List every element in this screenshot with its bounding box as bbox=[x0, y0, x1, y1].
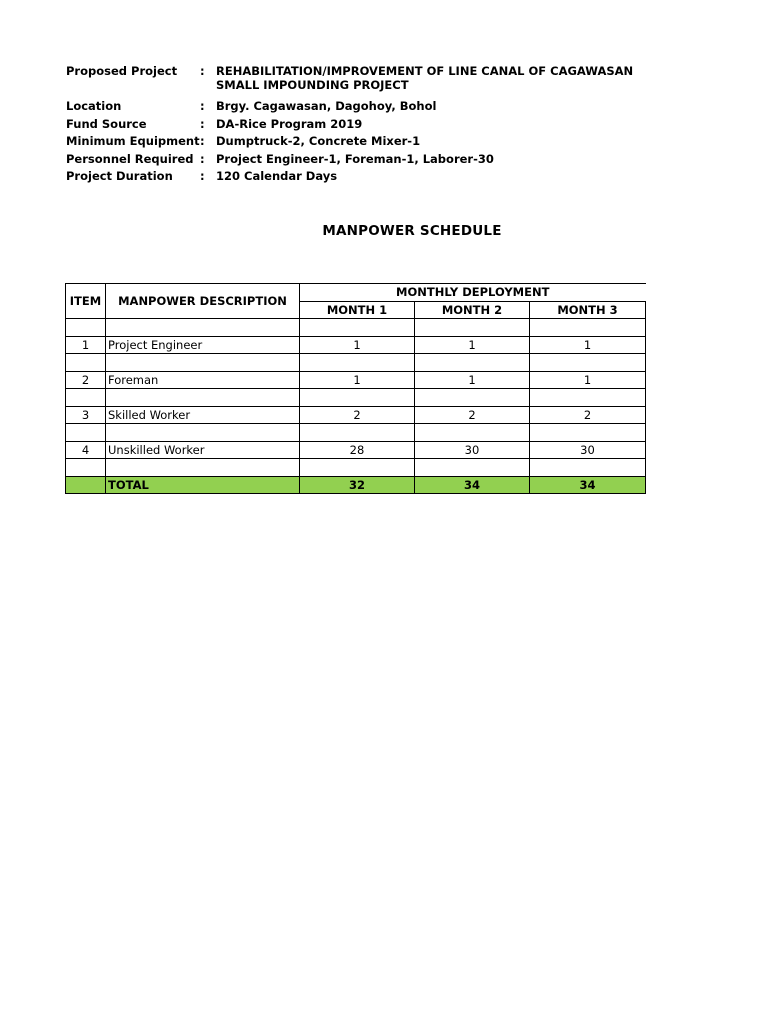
table-row bbox=[66, 336, 646, 354]
info-row-minimum-equipment bbox=[66, 134, 666, 148]
row-month-1: 1 bbox=[300, 336, 415, 354]
info-label: Personnel Required bbox=[66, 151, 194, 166]
row-item: 1 bbox=[66, 336, 106, 354]
info-value: 120 Calendar Days bbox=[216, 169, 338, 184]
row-item: 3 bbox=[66, 406, 106, 424]
header-monthly-deployment: MONTHLY DEPLOYMENT bbox=[300, 284, 646, 302]
spacer-row bbox=[66, 424, 646, 442]
info-colon: : bbox=[200, 151, 205, 166]
row-description: Foreman bbox=[106, 371, 300, 389]
table-row bbox=[66, 441, 646, 459]
info-value: Dumptruck-2, Concrete Mixer-1 bbox=[216, 134, 421, 149]
header-description: MANPOWER DESCRIPTION bbox=[106, 284, 300, 319]
spacer-row bbox=[66, 354, 646, 372]
info-colon: : bbox=[200, 116, 205, 131]
row-month-2: 30 bbox=[415, 441, 530, 459]
header-month-2: MONTH 2 bbox=[415, 301, 530, 319]
info-row-fund-source bbox=[66, 117, 666, 131]
info-value: Brgy. Cagawasan, Dagohoy, Bohol bbox=[216, 99, 437, 113]
header-item: ITEM bbox=[66, 284, 106, 319]
row-month-3: 2 bbox=[530, 406, 646, 424]
spacer-row bbox=[66, 389, 646, 407]
total-row bbox=[66, 476, 646, 494]
info-value: DA-Rice Program 2019 bbox=[216, 116, 363, 131]
spacer-row bbox=[66, 459, 646, 477]
spacer-row bbox=[66, 319, 646, 337]
table-row bbox=[66, 371, 646, 389]
info-colon: : bbox=[200, 169, 205, 184]
info-label: Location bbox=[66, 99, 122, 113]
row-description: Skilled Worker bbox=[106, 406, 300, 424]
row-month-3: 1 bbox=[530, 336, 646, 354]
row-month-2: 1 bbox=[415, 336, 530, 354]
row-description: Unskilled Worker bbox=[106, 441, 300, 459]
header-month-1: MONTH 1 bbox=[300, 301, 415, 319]
row-item: 4 bbox=[66, 441, 106, 459]
info-colon: : bbox=[200, 134, 205, 149]
total-month-1: 32 bbox=[300, 476, 415, 494]
info-value: REHABILITATION/IMPROVEMENT OF LINE CANAL OF CAGAWASAN SMALL IMPOUNDING PROJECT bbox=[216, 64, 634, 92]
total-label: TOTAL bbox=[106, 476, 300, 494]
info-label: Project Duration bbox=[66, 169, 173, 184]
info-colon: : bbox=[200, 64, 205, 78]
row-month-3: 1 bbox=[530, 371, 646, 389]
row-description: Project Engineer bbox=[106, 336, 300, 354]
schedule-title: MANPOWER SCHEDULE bbox=[322, 223, 502, 239]
info-row-project-duration bbox=[66, 169, 666, 183]
row-item: 2 bbox=[66, 371, 106, 389]
info-label: Fund Source bbox=[66, 116, 147, 131]
info-colon: : bbox=[200, 99, 205, 113]
row-month-1: 2 bbox=[300, 406, 415, 424]
table-row bbox=[66, 406, 646, 424]
project-info bbox=[66, 64, 666, 187]
row-month-3: 30 bbox=[530, 441, 646, 459]
info-row-proposed-project bbox=[66, 64, 666, 92]
info-label: Minimum Equipment bbox=[66, 134, 200, 149]
manpower-schedule-table bbox=[65, 283, 646, 494]
header-row-top bbox=[66, 284, 646, 302]
row-month-2: 1 bbox=[415, 371, 530, 389]
info-label: Proposed Project bbox=[66, 64, 178, 78]
info-row-personnel-required bbox=[66, 152, 666, 166]
info-value: Project Engineer-1, Foreman-1, Laborer-30 bbox=[216, 151, 494, 166]
row-month-1: 1 bbox=[300, 371, 415, 389]
info-row-location bbox=[66, 99, 666, 113]
total-month-2: 34 bbox=[415, 476, 530, 494]
total-item-cell bbox=[66, 476, 106, 494]
total-month-3: 34 bbox=[530, 476, 646, 494]
row-month-2: 2 bbox=[415, 406, 530, 424]
header-month-3: MONTH 3 bbox=[530, 301, 646, 319]
row-month-1: 28 bbox=[300, 441, 415, 459]
